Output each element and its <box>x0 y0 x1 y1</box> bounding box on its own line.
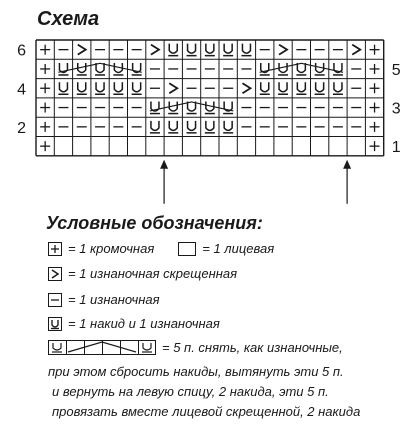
twisted-purl-mark <box>151 45 159 55</box>
yarnover-purl-mark <box>297 82 305 92</box>
yarnover-purl-mark <box>133 82 141 92</box>
yarnover-purl-mark <box>169 44 177 54</box>
row-number-right: 1 <box>391 139 401 157</box>
legend-group-text: = 5 п. снять, как изнаночные, <box>162 340 343 355</box>
legend-twisted-purl-text: = 1 изнаночная скрещенная <box>68 266 238 281</box>
legend-edge-text: = 1 кромочная <box>68 241 155 256</box>
yarnover-purl-mark <box>206 44 214 54</box>
legend-description-line: провязать вместе лицевой скрещенной, 2 накида <box>52 404 361 419</box>
row-number-left: 6 <box>17 42 26 60</box>
twisted-purl-mark <box>78 45 86 55</box>
purl-stitch-icon <box>48 293 62 307</box>
legend-knit-text: = 1 лицевая <box>202 241 275 256</box>
row-number-left: 4 <box>17 81 26 99</box>
row-number-right: 3 <box>391 100 401 118</box>
repeat-arrow-head <box>343 160 351 169</box>
yarnover-purl-mark <box>206 121 214 131</box>
legend-item-purl <box>48 292 160 307</box>
twisted-purl-mark <box>279 45 287 55</box>
yarnover-purl-mark <box>169 121 177 131</box>
yarnover-purl-mark <box>188 44 196 54</box>
legend-purl-text: = 1 изнаночная <box>68 292 160 307</box>
yarnover-purl-mark <box>242 44 250 54</box>
legend-item-edge <box>48 241 274 256</box>
yarnover-purl-icon <box>48 317 62 331</box>
legend-item-yarnover-purl <box>48 316 220 331</box>
legend-description-line: и вернуть на левую спицу, 2 накида, эти 5 п. <box>52 384 329 399</box>
yarnover-purl-mark <box>59 82 67 92</box>
repeat-arrow-head <box>160 160 168 169</box>
legend-item-group <box>48 340 343 355</box>
group-stitch-icon <box>48 340 156 355</box>
yarnover-purl-mark <box>224 121 232 131</box>
yarnover-purl-mark <box>316 82 324 92</box>
edge-stitch-icon <box>48 242 62 256</box>
row-number-left: 2 <box>17 119 26 137</box>
yarnover-purl-mark <box>334 82 342 92</box>
group-decrease-mark <box>58 63 142 72</box>
twisted-purl-mark <box>169 83 177 93</box>
legend-title: Условные обозначения: <box>46 213 263 233</box>
yarnover-purl-mark <box>151 121 159 131</box>
yarnover-purl-mark <box>279 82 287 92</box>
yarnover-purl-mark <box>114 82 122 92</box>
legend-yarnover-purl-text: = 1 накид и 1 изнаночная <box>68 316 220 331</box>
group-decrease-mark <box>260 63 344 72</box>
legend-description-line: при этом сбросить накиды, вытянуть эти 5 п. <box>48 364 344 379</box>
twisted-purl-icon <box>48 267 62 281</box>
yarnover-purl-mark <box>224 44 232 54</box>
twisted-purl-mark <box>352 45 360 55</box>
chart-title: Схема <box>37 8 100 30</box>
knitting-chart <box>0 0 418 210</box>
yarnover-purl-mark <box>96 82 104 92</box>
twisted-purl-mark <box>242 83 250 93</box>
yarnover-purl-mark <box>261 82 269 92</box>
legend-item-twisted-purl <box>48 266 237 281</box>
yarnover-purl-mark <box>188 121 196 131</box>
row-number-right: 5 <box>391 61 401 79</box>
knit-stitch-icon <box>178 242 196 256</box>
yarnover-purl-mark <box>78 82 86 92</box>
group-decrease-mark <box>150 102 234 111</box>
